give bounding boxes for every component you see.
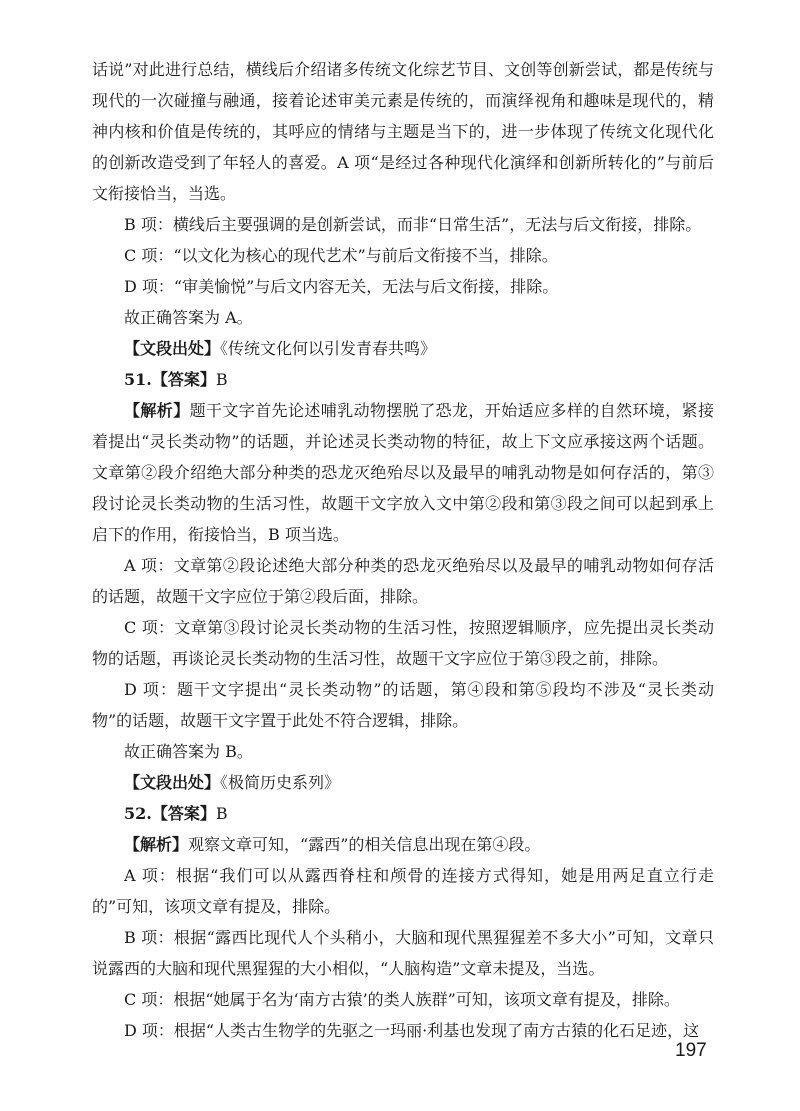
answer-label: 51.【答案】 (124, 370, 216, 389)
q50-option-c: C 项：“以文化为核心的现代艺术”与前后文衔接不当，排除。 (124, 246, 558, 265)
q51-source (92, 767, 714, 798)
q51-option-d: D 项：题干文字提出“灵长类动物”的话题，第④段和第⑤段均不涉及“灵长类动物”的话题，故题干文字置于此处不符合逻辑，排除。 (92, 680, 714, 730)
answer-value: B (215, 804, 228, 823)
q52-option-a: A 项：根据“我们可以从露西脊柱和颅骨的连接方式得知，她是用两足直立行走的”可知，该项文章有提及，排除。 (92, 866, 714, 916)
q51-option-a: A 项：文章第②段论述绝大部分种类的恐龙灭绝殆尽以及最早的哺乳动物如何存活的话题，故题干文字应位于第②段后面，排除。 (92, 556, 714, 606)
source-label: 【文段出处】 (124, 339, 221, 358)
q52-option-d: D 项：根据“人类古生物学的先驱之一玛丽·利基也发现了南方古猿的化石足迹，这 (124, 1021, 700, 1040)
analysis-text: 题干文字首先论述哺乳动物摆脱了恐龙，开始适应多样的自然环境，紧接着提出“灵长类动物”的话题，并论述灵长类动物的特征，故上下文应承接这两个话题。文章第②段介绍绝大部分种类的恐龙灭绝殆尽以及最早的哺乳动物是如何存活的，第③段讨论灵长类动物的生活习性，故题干文字放入文中第②段和第③段之间可以起到承上启下的作用，衔接恰当，B 项当选。 (92, 401, 714, 544)
source-title: 《传统文化何以引发青春共鸣》 (220, 339, 437, 358)
q50-source (92, 333, 714, 364)
q52-option-b: B 项：根据“露西比现代人个头稍小，大脑和现代黑猩猩差不多大小”可知，文章只说露西的大脑和现代黑猩猩的大小相似，“人脑构造”文章未提及，当选。 (92, 928, 714, 978)
q51-analysis (92, 395, 714, 550)
q51-option-c: C 项：文章第③段讨论灵长类动物的生活习性，按照逻辑顺序，应先提出灵长类动物的话题，再谈论灵长类动物的生活习性，故题干文字应位于第③段之前，排除。 (92, 618, 714, 668)
q52-answer (92, 798, 714, 829)
continuation-paragraph: 话说”对此进行总结，横线后介绍诸多传统文化综艺节目、文创等创新尝试，都是传统与现代的一次碰撞与融通，接着论述审美元素是传统的，而演绎视角和趣味是现代的，精神内核和价值是传统的，其呼应的情绪与主题是当下的，进一步体现了传统文化现代化的创新改造受到了年轻人的喜爱。A 项“是经过各种现代化演绎和创新所转化的”与前后文衔接恰当，当选。 (92, 60, 714, 203)
q51-answer (92, 364, 714, 395)
q52-analysis (92, 829, 714, 860)
analysis-text: 观察文章可知，“露西”的相关信息出现在第④段。 (188, 835, 541, 854)
source-label: 【文段出处】 (124, 773, 221, 792)
q50-conclusion: 故正确答案为 A。 (124, 308, 253, 327)
source-title: 《极简历史系列》 (220, 773, 341, 792)
answer-label: 52.【答案】 (124, 804, 216, 823)
q50-option-d: D 项：“审美愉悦”与后文内容无关，无法与后文衔接，排除。 (124, 277, 559, 296)
analysis-label: 【解析】 (124, 401, 190, 420)
analysis-label: 【解析】 (124, 835, 189, 854)
answer-value: B (215, 370, 228, 389)
q51-conclusion: 故正确答案为 B。 (124, 742, 253, 761)
page-number: 197 (675, 1040, 707, 1061)
q50-option-b: B 项：横线后主要强调的是创新尝试，而非“日常生活”，无法与后文衔接，排除。 (124, 215, 702, 234)
q52-option-c: C 项：根据“她属于名为‘南方古猿’的类人族群”可知，该项文章有提及，排除。 (124, 990, 680, 1009)
document-body (92, 54, 714, 1046)
